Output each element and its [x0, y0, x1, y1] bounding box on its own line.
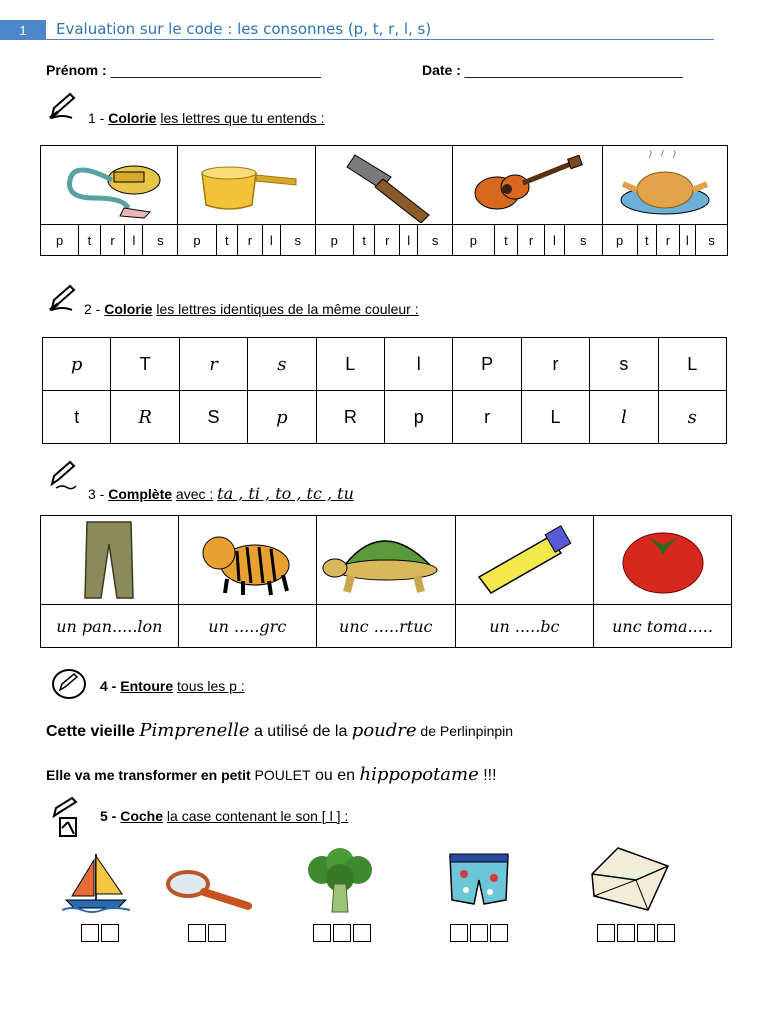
- exercise-text: la case contenant le son [ l ] :: [166, 808, 349, 824]
- syllable-boxes: [313, 924, 373, 942]
- letter-cell[interactable]: l: [125, 225, 143, 256]
- vacuum-cleaner-icon: [41, 146, 177, 224]
- date-label: Date :: [422, 62, 461, 78]
- word-cell[interactable]: unc toma.....: [594, 605, 732, 648]
- checkbox[interactable]: [617, 924, 635, 942]
- checkbox[interactable]: [188, 924, 206, 942]
- saucepan-icon: [178, 146, 314, 224]
- checkbox[interactable]: [353, 924, 371, 942]
- sailboat-icon: [62, 848, 130, 914]
- letter-cell[interactable]: p: [385, 391, 453, 444]
- letter-cell[interactable]: t: [353, 225, 374, 256]
- word-cell[interactable]: un .....bc: [455, 605, 593, 648]
- exercise-text: les lettres identiques de la même couleur :: [156, 301, 419, 317]
- letter-cell[interactable]: r: [100, 225, 125, 256]
- letter-cell[interactable]: t: [637, 225, 657, 256]
- syllable-boxes: [450, 924, 510, 942]
- trousers-icon: [41, 516, 178, 604]
- syllable-boxes: [597, 924, 677, 942]
- page-number: 1: [0, 20, 46, 40]
- sentence-part: Elle va me transformer en petit: [46, 767, 255, 783]
- letter-cell[interactable]: T: [111, 338, 179, 391]
- letter-cell[interactable]: r: [375, 225, 400, 256]
- checkbox[interactable]: [637, 924, 655, 942]
- sentence-part: hippopotame: [359, 764, 479, 785]
- date-field[interactable]: [422, 62, 683, 78]
- letter-cell[interactable]: l: [385, 338, 453, 391]
- picture-cell: [178, 516, 316, 605]
- letter-cell[interactable]: s: [564, 225, 602, 256]
- exercise-4-instruction: [100, 678, 245, 694]
- exercise-number: 5 -: [100, 808, 117, 824]
- envelope-icon: [588, 844, 672, 914]
- letter-cell[interactable]: t: [79, 225, 100, 256]
- exercise-number: 2 -: [84, 301, 101, 317]
- tube-icon: [456, 516, 593, 604]
- letter-cell[interactable]: s: [590, 338, 658, 391]
- exercise-number: 3 -: [88, 486, 105, 502]
- letter-cell[interactable]: s: [280, 225, 315, 256]
- checkbox[interactable]: [450, 924, 468, 942]
- letter-cell[interactable]: t: [216, 225, 237, 256]
- swim-shorts-icon: [446, 850, 512, 912]
- prenom-field[interactable]: [46, 62, 321, 78]
- checkbox[interactable]: [657, 924, 675, 942]
- prenom-label: Prénom :: [46, 62, 107, 78]
- picture-cell: [316, 516, 455, 605]
- syllable-boxes: [81, 924, 121, 942]
- syllable-list: ta , ti , to , tc , tu: [217, 484, 354, 503]
- checkbox[interactable]: [333, 924, 351, 942]
- turtle-icon: [317, 516, 455, 604]
- letter-cell[interactable]: l: [590, 391, 658, 444]
- exercise-verb: Coche: [120, 808, 164, 824]
- sentence-2: [46, 764, 497, 785]
- exercise-3-table: [40, 515, 732, 648]
- letter-cell[interactable]: r: [518, 225, 545, 256]
- sentence-part: !!!: [478, 767, 497, 784]
- word-cell[interactable]: un pan.....lon: [41, 605, 179, 648]
- letter-cell[interactable]: s: [696, 225, 728, 256]
- letter-cell[interactable]: R: [316, 391, 384, 444]
- picture-cell: [594, 516, 732, 605]
- letter-cell[interactable]: r: [238, 225, 263, 256]
- checkbox[interactable]: [208, 924, 226, 942]
- exercise-2-table: [42, 337, 727, 444]
- letter-cell[interactable]: r: [657, 225, 680, 256]
- sentence-part: Cette vieille: [46, 723, 140, 740]
- picture-cell: [453, 146, 603, 225]
- roast-chicken-icon: [603, 146, 727, 224]
- exercise-verb: Complète: [108, 486, 173, 502]
- letter-cell[interactable]: p: [248, 391, 316, 444]
- tiger-icon: [179, 516, 316, 604]
- tomato-icon: [594, 516, 731, 604]
- checkbox[interactable]: [101, 924, 119, 942]
- exercise-number: 4 -: [100, 678, 117, 694]
- letter-cell[interactable]: t: [494, 225, 517, 256]
- picture-cell: [178, 146, 315, 225]
- exercise-verb: Entoure: [120, 678, 174, 694]
- letter-cell[interactable]: p: [315, 225, 353, 256]
- letter-cell[interactable]: l: [545, 225, 565, 256]
- syllable-boxes: [188, 924, 228, 942]
- letter-cell[interactable]: s: [658, 391, 726, 444]
- checkbox[interactable]: [490, 924, 508, 942]
- exercise-text: avec :: [175, 486, 214, 502]
- letter-cell[interactable]: p: [178, 225, 216, 256]
- letter-cell[interactable]: p: [453, 225, 495, 256]
- letter-cell[interactable]: s: [418, 225, 453, 256]
- letter-cell[interactable]: t: [43, 391, 111, 444]
- sentence-1: [46, 720, 513, 741]
- hammer-icon: [316, 146, 452, 224]
- exercise-1-table: [40, 145, 728, 256]
- word-cell[interactable]: un .....grc: [178, 605, 316, 648]
- broccoli-icon: [304, 848, 376, 916]
- exercise-3-instruction: [88, 484, 354, 503]
- letter-cell[interactable]: L: [316, 338, 384, 391]
- pencil-icon: [48, 460, 78, 490]
- checkbox[interactable]: [470, 924, 488, 942]
- page-title: Evaluation sur le code : les consonnes (p, t, r, l, s): [56, 20, 432, 38]
- letter-cell[interactable]: l: [679, 225, 695, 256]
- letter-cell[interactable]: r: [521, 338, 589, 391]
- exercise-text: tous les p :: [177, 678, 245, 694]
- magnifying-glass-icon: [164, 868, 254, 912]
- letter-cell[interactable]: r: [179, 338, 247, 391]
- exercise-1-instruction: [88, 110, 325, 126]
- exercise-number: 1 -: [88, 110, 105, 126]
- letter-cell[interactable]: p: [602, 225, 637, 256]
- sentence-part: Pimprenelle: [139, 720, 250, 741]
- sentence-part: ou en: [310, 767, 360, 784]
- letter-cell[interactable]: r: [453, 391, 521, 444]
- picture-cell: [41, 516, 179, 605]
- letter-cell[interactable]: s: [143, 225, 178, 256]
- picture-cell: [602, 146, 727, 225]
- prenom-blank: ___________________________: [110, 62, 321, 78]
- circle-pencil-icon: [50, 666, 88, 702]
- picture-cell: [315, 146, 452, 225]
- sentence-part: poudre: [351, 720, 417, 741]
- exercise-5-instruction: [100, 808, 348, 824]
- letter-cell[interactable]: s: [248, 338, 316, 391]
- header-rule: [46, 39, 714, 40]
- letter-cell[interactable]: S: [179, 391, 247, 444]
- word-cell[interactable]: unc .....rtuc: [316, 605, 455, 648]
- checkbox[interactable]: [81, 924, 99, 942]
- date-blank: ____________________________: [464, 62, 683, 78]
- guitar-icon: [453, 146, 602, 224]
- checkbox[interactable]: [313, 924, 331, 942]
- sentence-part: POULET: [254, 767, 311, 783]
- exercise-verb: Colorie: [108, 110, 157, 126]
- pencil-icon: [48, 90, 78, 120]
- letter-cell[interactable]: l: [400, 225, 418, 256]
- picture-cell: [41, 146, 178, 225]
- picture-cell: [455, 516, 593, 605]
- letter-cell[interactable]: p: [43, 338, 111, 391]
- pencil-icon: [48, 282, 78, 312]
- exercise-text: les lettres que tu entends :: [160, 110, 325, 126]
- checkbox[interactable]: [597, 924, 615, 942]
- letter-cell[interactable]: L: [658, 338, 726, 391]
- exercise-verb: Colorie: [104, 301, 153, 317]
- letter-cell[interactable]: l: [262, 225, 280, 256]
- letter-cell[interactable]: p: [41, 225, 79, 256]
- letter-cell[interactable]: R: [111, 391, 179, 444]
- exercise-2-instruction: [84, 301, 419, 317]
- letter-cell[interactable]: P: [453, 338, 521, 391]
- sentence-part: de Perlinpinpin: [416, 723, 514, 739]
- letter-cell[interactable]: L: [521, 391, 589, 444]
- sentence-part: a utilisé de la: [249, 723, 352, 740]
- checkbox-pencil-icon: [50, 796, 80, 840]
